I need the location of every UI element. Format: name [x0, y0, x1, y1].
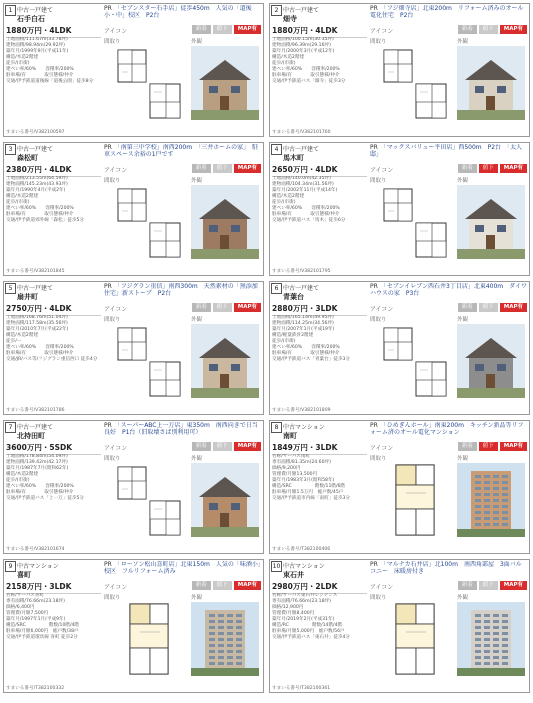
reference-number: すまいる番号/T382100406 [272, 547, 331, 552]
price-layout: 2750万円・4LDK [6, 303, 101, 316]
listing-card[interactable] [269, 559, 530, 693]
floor-plan-image [382, 463, 448, 537]
exterior-label: 外観 [191, 178, 203, 184]
listing-number: 1 [5, 5, 16, 16]
map-button[interactable]: MAP有 [500, 25, 527, 34]
floor-plan-label: 間取り [370, 456, 387, 462]
town-name[interactable]: 束石井 [283, 571, 304, 579]
floor-plan-image [382, 324, 448, 398]
pr-description: 「スーパーABC上一万店」東350m 南西向きで日当良好 P1台（旧取壊さば別利用可） [104, 422, 258, 436]
property-type: 中古一戸建て [17, 285, 54, 292]
badge-group [192, 442, 261, 451]
reference-number: すまいる番号/V382101845 [6, 269, 65, 274]
icon-label: アイコン [370, 167, 394, 174]
town-name[interactable]: 喜町 [17, 571, 31, 579]
town-name[interactable]: 馬木町 [283, 154, 304, 162]
map-button[interactable]: MAP有 [234, 303, 261, 312]
pr-description: 「ひめぎんホール」南東200m キッチン新品等リフォーム済のオール電化マンション [370, 422, 524, 436]
pr-description: 「セブンスター石手店」徒歩450m 人気の「道後小・中」校区 P2台 [104, 5, 252, 19]
spec-list: 土地面積/168.76m(51.04坪) 建物面積/117.58m(35.56坪) 築年月/2010年7月(平成22年) 構造/木造2階建 徒歩/ー 建ぺい率/60% 容積率/200% 駐車場/有 取引態様/仲介 交通/JR/バス等/フジグラン重信西口 徒歩4分 [6, 315, 98, 362]
pr-description: 「マックスバリュー平田店」西500m P2台 「太人邸」 [370, 144, 523, 158]
pr-description: 「南第三中学校」南西200m 「三井ホームの家」 駐車スペース余裕の1戸です [104, 144, 259, 158]
listing-number: 8 [271, 422, 282, 433]
pr-text [104, 283, 261, 301]
property-type: 中古一戸建て [283, 146, 320, 153]
exterior-photo [191, 46, 259, 120]
town-name[interactable]: 森松町 [17, 154, 38, 162]
town-name[interactable]: 北持田町 [17, 432, 45, 440]
pr-text [104, 561, 261, 579]
listing-number: 9 [5, 561, 16, 572]
spec-list: 土地面積/165.14m(49.95坪) 建物面積/114.25m(34.56坪) 築年月/2007年1月(平成19年) 構造/軽量鉄骨2階建 徒歩/(市街) 建ぺい率/60% 容積率/200% 駐車場/有 取引態様/仲介 交通/伊予鉄道バス「青葉台」徒歩3分 [272, 315, 350, 362]
listing-card[interactable] [269, 281, 530, 415]
listing-number: 3 [5, 144, 16, 155]
badge-group [192, 303, 261, 312]
floor-plan-image [382, 185, 448, 259]
icon-label: アイコン [104, 28, 128, 35]
listing-card[interactable] [3, 142, 264, 276]
property-type: 中古マンション [283, 424, 325, 431]
price-layout: 2158万円・3LDK [6, 581, 101, 594]
property-type: 中古マンション [283, 563, 325, 570]
reference-number: すまいる番号/T382100361 [272, 686, 331, 691]
floor-plan-image [116, 602, 182, 676]
price-layout: 2980万円・2LDK [272, 581, 367, 594]
price-reduced-badge: 値下 [479, 581, 498, 590]
map-button[interactable]: MAP有 [500, 581, 527, 590]
price-reduced-badge: 値下 [479, 442, 498, 451]
pr-label: PR [370, 283, 378, 290]
listing-card[interactable] [3, 3, 264, 137]
property-type: 中古一戸建て [17, 146, 54, 153]
new-badge: 新着 [458, 581, 477, 590]
icon-label: アイコン [370, 445, 394, 452]
new-badge: 新着 [192, 581, 211, 590]
badge-group [192, 581, 261, 590]
pr-text [370, 144, 527, 162]
floor-plan-label: 間取り [370, 317, 387, 323]
floor-plan-image [382, 46, 448, 120]
floor-plan-image [116, 46, 182, 120]
price-reduced-badge: 値下 [479, 25, 498, 34]
listing-card[interactable] [269, 142, 530, 276]
listing-number: 7 [5, 422, 16, 433]
exterior-photo [191, 324, 259, 398]
floor-plan-label: 間取り [370, 178, 387, 184]
icon-label: アイコン [370, 28, 394, 35]
floor-plan-image [382, 602, 448, 676]
listing-number: 10 [272, 563, 281, 570]
price-reduced-badge: 値下 [213, 442, 232, 451]
floor-plan-image [116, 185, 182, 259]
exterior-label: 外観 [457, 39, 469, 45]
exterior-photo [191, 185, 259, 259]
price-layout: 2650万円・4LDK [272, 164, 367, 177]
pr-label: PR [370, 5, 378, 12]
price-reduced-badge: 値下 [479, 303, 498, 312]
icon-label: アイコン [104, 584, 128, 591]
exterior-photo [191, 602, 259, 676]
exterior-label: 外観 [191, 456, 203, 462]
spec-list: 土地面積/178.84m(54.09坪) 建物面積/139.42m(42.17坪) 築年月/1987年7月(昭和62年) 構造/木造2階建 徒歩/(市街) 建ぺい率/60% 容積率/200% 駐車場/有 取引態様/仲介 交通/伊予鉄道バス「上一万」徒歩5分 [6, 454, 84, 501]
spec-list: 名称/サーパス東石井レジデンス 専有面積/76.66m(23.18坪) 価格/12,900円 管理費/月額8,400円 築年月/2019年2月(平成31年) 構造/RC 階数/14階/4階 駐車場/月額5,000円 総戸数/56戸 交通/伊予鉄道バス「東石井」徒歩4分 [272, 593, 350, 640]
spec-list: 名称/サーパス喜町 専有面積/76.66m(23.18坪) 価格/6,400円 管理費/月額7,500円 築年月/1997年1月(平成9年) 構造/SRC 階数/10階/4階 駐車場/月額6,000円 総戸数/38戸 交通/伊予鉄道環状線 喜町 徒歩2分 [6, 593, 80, 640]
icon-label: アイコン [370, 306, 394, 313]
exterior-photo [457, 602, 525, 676]
map-button[interactable]: MAP有 [234, 581, 261, 590]
reference-number: すまいる番号/V382101760 [272, 130, 331, 135]
property-type: 中古一戸建て [17, 424, 54, 431]
listing-card[interactable] [3, 420, 264, 554]
new-badge: 新着 [192, 25, 211, 34]
new-badge: 新着 [458, 25, 477, 34]
price-layout: 2380万円・4LDK [6, 164, 101, 177]
floor-plan-image [116, 324, 182, 398]
price-reduced-badge: 値下 [213, 164, 232, 173]
listing-card[interactable] [269, 420, 530, 554]
exterior-photo [457, 463, 525, 537]
map-button[interactable]: MAP有 [500, 164, 527, 173]
floor-plan-label: 間取り [370, 39, 387, 45]
map-button[interactable]: MAP有 [500, 442, 527, 451]
floor-plan-image [116, 463, 182, 537]
exterior-photo [191, 463, 259, 537]
pr-label: PR [104, 144, 112, 151]
spec-list: 土地面積/140.0m(42.35坪) 建物面積/104.34m(31.56坪) 築年月/2002年11月(平成14年) 構造/木造2階建 徒歩/(市街) 建ぺい率/60% 容積率/200% 駐車場/有 取引態様/仲介 交通/伊予鉄道バス「馬木」徒歩6分 [272, 176, 346, 223]
floor-plan-label: 間取り [104, 39, 121, 45]
badge-group [458, 25, 527, 34]
property-type: 中古一戸建て [283, 285, 320, 292]
pr-description: 「マルナカ石井店」北100m 南西角部屋 3面バルコニー 床暖房付き [370, 561, 522, 575]
badge-group [458, 303, 527, 312]
exterior-photo [457, 46, 525, 120]
pr-label: PR [104, 283, 112, 290]
floor-plan-label: 間取り [104, 595, 121, 601]
exterior-photo [457, 324, 525, 398]
town-name[interactable]: 石手白石 [17, 15, 45, 23]
pr-description: 「フジグラン重信」南西300m 天然素材の「無添加住宅」新ストーブ P2台 [104, 283, 258, 297]
town-name[interactable]: 扇井町 [17, 293, 38, 301]
floor-plan-label: 間取り [104, 317, 121, 323]
floor-plan-label: 間取り [370, 595, 387, 601]
pr-text [104, 144, 261, 162]
exterior-label: 外観 [457, 317, 469, 323]
floor-plan-label: 間取り [104, 456, 121, 462]
pr-description: 「セブンイレブン西石井3丁目店」北東400m ダイワハウスの家 P3台 [370, 283, 527, 297]
price-reduced-badge: 値下 [213, 581, 232, 590]
pr-text [370, 5, 527, 23]
pr-label: PR [370, 561, 378, 568]
new-badge: 新着 [192, 442, 211, 451]
exterior-label: 外観 [457, 595, 469, 601]
badge-group [192, 164, 261, 173]
price-layout: 1880万円・4LDK [6, 25, 101, 38]
map-button[interactable]: MAP有 [234, 442, 261, 451]
town-name[interactable]: 青葉台 [283, 293, 304, 301]
price-layout: 3600万円・5SDK [6, 442, 101, 455]
price-layout: 1849万円・3LDK [272, 442, 367, 455]
listing-card[interactable] [269, 3, 530, 137]
reference-number: すまいる番号/V382101795 [272, 269, 331, 274]
floor-plan-label: 間取り [104, 178, 121, 184]
price-reduced-badge: 値下 [479, 164, 498, 173]
badge-group [192, 25, 261, 34]
price-layout: 2880万円・3LDK [272, 303, 367, 316]
reference-number: すまいる番号/V382101674 [6, 547, 65, 552]
icon-label: アイコン [104, 306, 128, 313]
spec-list: 土地面積/100.15m(30.35坪) 建物面積/96.39m(29.16坪) 築年月/2000年3月(平成12年) 構造/木造2階建 徒歩/(市街) 建ぺい率/60% 容積率/200% 駐車場/有 取引態様/仲介 交通/伊予鉄道バス「畑寺」徒歩3分 [272, 37, 346, 84]
new-badge: 新着 [192, 164, 211, 173]
spec-list: 土地面積/111.67m(33.78坪) 建物面積/98.94m(29.92坪) 築年月/1999年9月(平成11年) 構造/木造2階建 徒歩/(市街) 建ぺい率/60% 容積率/200% 駐車場/有 取引態様/仲介 交通/伊予鉄道道後線「道後公園」徒歩8分 [6, 37, 94, 84]
badge-group [458, 442, 527, 451]
new-badge: 新着 [458, 164, 477, 173]
pr-text [370, 561, 527, 579]
pr-text [370, 283, 527, 301]
pr-label: PR [370, 422, 378, 429]
reference-number: すまいる番号/T382100332 [6, 686, 65, 691]
town-name[interactable]: 南町 [283, 432, 297, 440]
exterior-label: 外観 [191, 39, 203, 45]
pr-text [104, 422, 261, 440]
new-badge: 新着 [458, 442, 477, 451]
reference-number: すまいる番号/V382101786 [6, 408, 65, 413]
pr-label: PR [104, 561, 112, 568]
spec-list: 土地面積/213.55m(64.59坪) 建物面積/145.23m(43.93坪) 築年月/1990年4月(平成2年) 構造/木造2階建 徒歩/(市街) 建ぺい率/60% 容積率/200% 駐車場/有 取引態様/仲介 交通/伊予鉄道郊外線「森松」徒歩5分 [6, 176, 84, 223]
exterior-label: 外観 [457, 178, 469, 184]
price-reduced-badge: 値下 [213, 25, 232, 34]
property-type: 中古一戸建て [17, 7, 54, 14]
map-button[interactable]: MAP有 [234, 25, 261, 34]
town-name[interactable]: 畑寺 [283, 15, 297, 23]
exterior-label: 外観 [191, 317, 203, 323]
badge-group [458, 581, 527, 590]
exterior-photo [457, 185, 525, 259]
exterior-label: 外観 [457, 456, 469, 462]
spec-list: 名称/サーパス南町 専有面積/81.35m(24.60坪) 価格/9,200円 管理費/月額13,500円 築年月/1983年3月(昭和58年) 構造/SRC 階数/11階/6階 駐車場/月額1.5万円 総戸数/45戸 交通/伊予鉄道市内線「南町」徒歩3分 [272, 454, 350, 501]
pr-label: PR [370, 144, 378, 151]
listing-card[interactable] [3, 559, 264, 693]
new-badge: 新着 [192, 303, 211, 312]
icon-label: アイコン [104, 167, 128, 174]
price-reduced-badge: 値下 [213, 303, 232, 312]
listing-number: 2 [271, 5, 282, 16]
badge-group [458, 164, 527, 173]
reference-number: すまいる番号/V382101809 [272, 408, 331, 413]
pr-text [104, 5, 261, 23]
icon-label: アイコン [370, 584, 394, 591]
map-button[interactable]: MAP有 [500, 303, 527, 312]
new-badge: 新着 [458, 303, 477, 312]
pr-description: 「ローソン松山喜町店」北東150m 人気の「味酒小」校区 フルリフォーム済み [104, 561, 261, 575]
pr-text [370, 422, 527, 440]
property-type: 中古マンション [17, 563, 59, 570]
pr-label: PR [104, 422, 112, 429]
map-button[interactable]: MAP有 [234, 164, 261, 173]
exterior-label: 外観 [191, 595, 203, 601]
price-layout: 1880万円・4LDK [272, 25, 367, 38]
listing-number: 4 [271, 144, 282, 155]
property-type: 中古一戸建て [283, 7, 320, 14]
listing-number: 6 [271, 283, 282, 294]
icon-label: アイコン [104, 445, 128, 452]
listing-card[interactable] [3, 281, 264, 415]
listing-number: 5 [5, 283, 16, 294]
pr-label: PR [104, 5, 112, 12]
pr-description: 「フジ畑寺店」北東200m リフォーム済みのオール電化住宅 P2台 [370, 5, 524, 19]
reference-number: すまいる番号/V382100597 [6, 130, 65, 135]
